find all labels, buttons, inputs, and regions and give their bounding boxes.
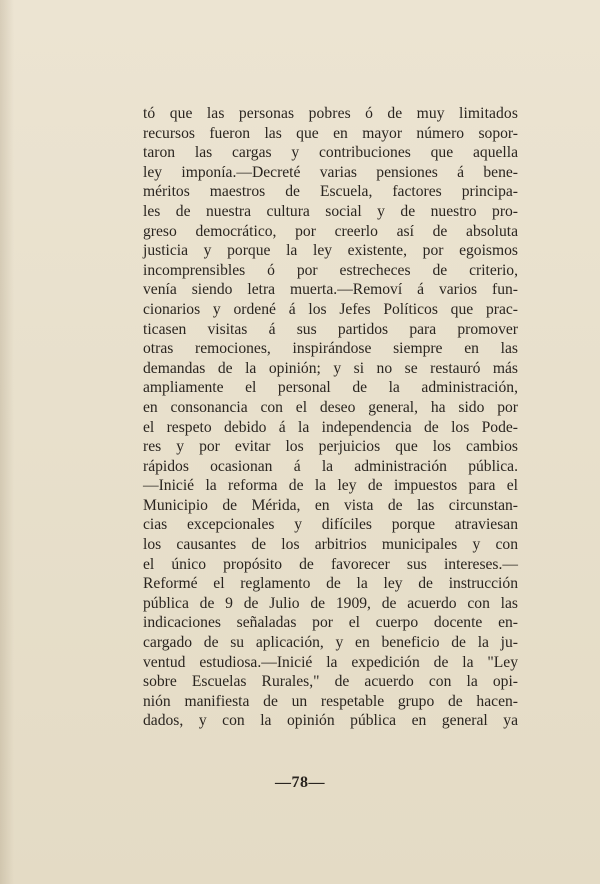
text-line: otras remociones, inspirándose siempre en las xyxy=(143,340,518,358)
text-line: ampliamente el personal de la administración, xyxy=(143,379,518,397)
text-line: res y por evitar los perjuicios que los cambios xyxy=(143,438,518,456)
text-line: nión manifiesta de un respetable grupo de hacen- xyxy=(143,692,518,710)
text-line: en consonancia con el deseo general, ha sido por xyxy=(143,398,518,416)
text-line: greso democrático, por creerlo así de absoluta xyxy=(143,222,518,240)
text-line: venía siendo letra muerta.—Removí á varios fun- xyxy=(143,281,518,299)
text-line: les de nuestra cultura social y de nuestro pro- xyxy=(143,202,518,220)
text-line: cionarios y ordené á los Jefes Políticos que prac- xyxy=(143,300,518,318)
text-line: cargado de su aplicación, y en beneficio de la ju- xyxy=(143,634,518,652)
text-line: los causantes de los arbitrios municipales y con xyxy=(143,536,518,554)
page-edge-shadow xyxy=(0,0,14,884)
text-line: rápidos ocasionan á la administración pública. xyxy=(143,457,518,475)
text-line: ley imponía.—Decreté varias pensiones á bene- xyxy=(143,163,518,181)
text-line: méritos maestros de Escuela, factores principa- xyxy=(143,183,518,201)
text-line: el respeto debido á la independencia de los Pode- xyxy=(143,418,518,436)
page-number: —78— xyxy=(275,774,325,791)
text-line: ventud estudiosa.—Inicié la expedición de la "Ley xyxy=(143,653,518,671)
text-line: dados, y con la opinión pública en general ya xyxy=(143,712,518,730)
text-line: recursos fueron las que en mayor número sopor- xyxy=(143,124,518,142)
text-line: el único propósito de favorecer sus intereses.— xyxy=(143,555,518,573)
text-line: taron las cargas y contribuciones que aquella xyxy=(143,144,518,162)
text-line: pública de 9 de Julio de 1909, de acuerdo con las xyxy=(143,594,518,612)
text-line: sobre Escuelas Rurales," de acuerdo con la opi- xyxy=(143,673,518,691)
text-line: cias excepcionales y difíciles porque atraviesan xyxy=(143,516,518,534)
text-line: tó que las personas pobres ó de muy limitados xyxy=(143,105,518,122)
text-line: Reformé el reglamento de la ley de instrucción xyxy=(143,575,518,593)
text-line: demandas de la opinión; y si no se restauró más xyxy=(143,359,518,377)
text-line: ticasen visitas á sus partidos para promover xyxy=(143,320,518,338)
text-line: Municipio de Mérida, en vista de las circunstan- xyxy=(143,496,518,514)
body-text xyxy=(143,104,518,731)
text-line: justicia y porque la ley existente, por egoismos xyxy=(143,242,518,260)
text-line: incomprensibles ó por estrecheces de criterio, xyxy=(143,261,518,279)
text-line: indicaciones señaladas por el cuerpo docente en- xyxy=(143,614,518,632)
text-line: —Inicié la reforma de la ley de impuestos para el xyxy=(143,477,518,495)
